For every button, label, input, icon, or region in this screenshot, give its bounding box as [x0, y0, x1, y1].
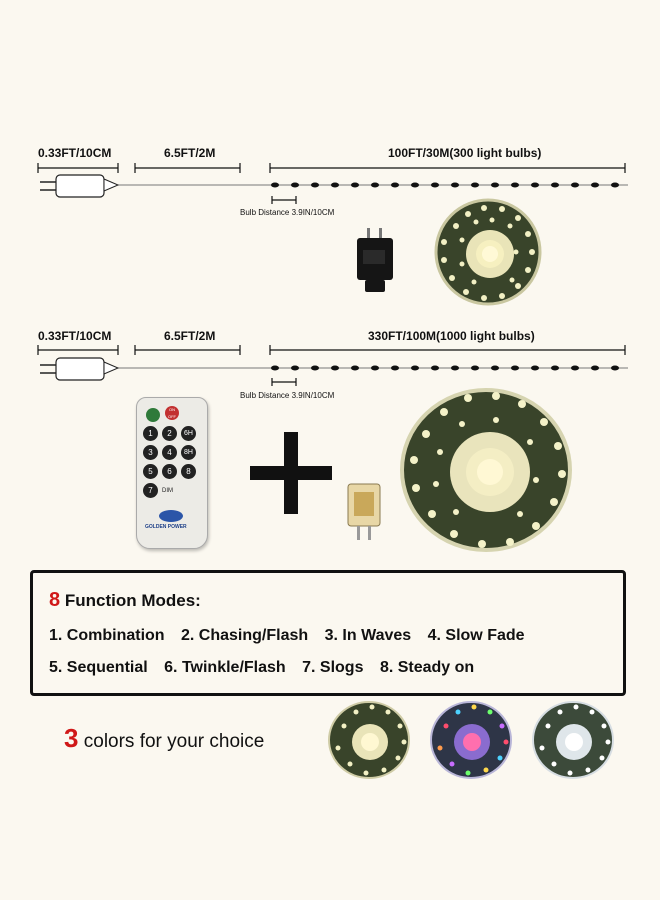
mode-item: 5. Sequential [49, 659, 148, 676]
mode-item: 3. In Waves [324, 627, 412, 644]
remote-button: 2 [162, 426, 177, 441]
remote-button: 8 [181, 464, 196, 479]
remote-button-label: ON [169, 407, 175, 412]
light-reel-icon [530, 700, 616, 780]
mode-item: 7. Slogs [302, 659, 364, 676]
plug-length-label: 0.33FT/10CM [38, 146, 112, 160]
remote-button: 5 [143, 464, 158, 479]
mode-item: 6. Twinkle/Flash [164, 659, 286, 676]
total-length-label: 100FT/30M(300 light bulbs) [388, 146, 542, 160]
light-reel-icon [428, 700, 514, 780]
modes-count: 8 [49, 589, 61, 611]
bulb-distance-label: Bulb Distance 3.9IN/10CM [240, 391, 335, 400]
power-adapter-icon [344, 476, 384, 546]
plug-length-label: 0.33FT/10CM [38, 329, 112, 343]
colors-count: 3 [64, 723, 79, 753]
remote-button: 6H [181, 426, 196, 441]
mode-item: 2. Chasing/Flash [181, 627, 309, 644]
remote-button: 8H [181, 445, 196, 460]
remote-control-icon [136, 397, 208, 549]
mode-item: 4. Slow Fade [427, 627, 525, 644]
remote-brand: GOLDEN POWER [145, 524, 187, 530]
lead-length-label: 6.5FT/2M [164, 329, 216, 343]
remote-button: 6 [162, 464, 177, 479]
plus-icon [248, 430, 334, 516]
remote-button-label: DIM [162, 487, 173, 494]
mode-item: 8. Steady on [379, 659, 475, 676]
remote-button-label: OFF [168, 414, 176, 419]
light-reel-icon [326, 700, 412, 780]
mode-item: 1. Combination [49, 627, 165, 644]
modes-title [49, 589, 201, 612]
remote-button: 1 [143, 426, 158, 441]
bulb-distance-label: Bulb Distance 3.9IN/10CM [240, 208, 335, 217]
light-reel-icon [396, 384, 574, 554]
remote-button: 4 [162, 445, 177, 460]
plug-icon [38, 355, 120, 383]
colors-text: colors for your choice [83, 731, 265, 752]
modes-title-text: Function Modes: [64, 591, 201, 610]
colors-caption [64, 723, 264, 754]
remote-button: 7 [143, 483, 158, 498]
modes-row-1 [49, 627, 525, 645]
modes-row-2 [49, 659, 474, 677]
total-length-label: 330FT/100M(1000 light bulbs) [368, 329, 535, 343]
function-modes-panel [30, 570, 626, 696]
remote-button: 3 [143, 445, 158, 460]
color-swatches [326, 700, 616, 782]
lead-length-label: 6.5FT/2M [164, 146, 216, 160]
remote-logo [159, 510, 183, 522]
